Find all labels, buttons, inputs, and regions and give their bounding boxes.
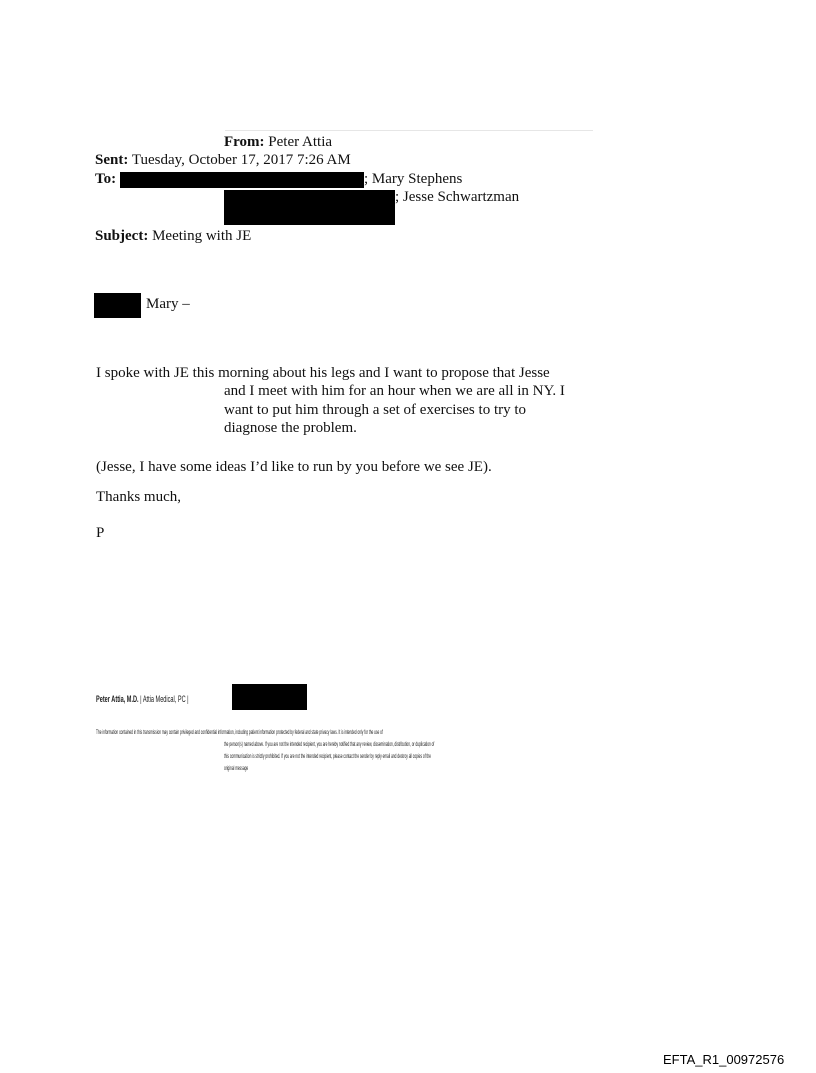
disclaimer-line-2: the person(s) named above. If you are not the intended recipient, you are hereby notified that any review, dissemination, distribution, or duplication of — [224, 741, 435, 748]
signature-org: | Attia Medical, PC | — [138, 694, 189, 704]
paragraph-1-line-2: and I meet with him for an hour when we are all in NY. I — [224, 383, 565, 399]
greeting: Mary – — [146, 296, 190, 312]
paragraph-1-line-1: I spoke with JE this morning about his legs and I want to propose that Jesse — [96, 365, 550, 381]
document-id: EFTA_R1_00972576 — [663, 1052, 785, 1067]
separator-line — [225, 130, 593, 131]
redaction-box — [232, 684, 307, 710]
to-label-line — [95, 170, 116, 188]
redaction-box — [120, 172, 364, 188]
disclaimer-line-3: this communication is strictly prohibited. If you are not the intended recipient, please contact the sender by reply email and destroy all copies of the — [224, 753, 431, 760]
signature-name: Peter Attia, M.D. — [96, 694, 139, 704]
sent-label: Sent: — [95, 152, 129, 168]
from-label: From: — [224, 134, 265, 150]
sent-line — [95, 151, 351, 169]
to-label: To: — [95, 171, 117, 187]
from-value: Peter Attia — [268, 134, 333, 150]
subject-label: Subject: — [95, 228, 149, 244]
subject-line — [95, 227, 251, 245]
sender-initial: P — [96, 525, 105, 541]
redaction-box — [94, 293, 141, 318]
paragraph-2: (Jesse, I have some ideas I’d like to run by you before we see JE). — [96, 459, 492, 475]
paragraph-1-line-4: diagnose the problem. — [224, 420, 357, 436]
signature-line — [96, 694, 189, 704]
subject-value: Meeting with JE — [152, 228, 252, 244]
from-line — [224, 133, 332, 151]
paragraph-1-line-3: want to put him through a set of exercises to try to — [224, 402, 527, 418]
sent-value: Tuesday, October 17, 2017 7:26 AM — [131, 152, 351, 168]
disclaimer-line-4: original message — [224, 765, 249, 772]
to-recipient-2: ; Jesse Schwartzman — [395, 189, 520, 205]
redaction-box — [224, 190, 395, 225]
closing: Thanks much, — [96, 489, 181, 505]
to-recipient-1: ; Mary Stephens — [364, 171, 463, 187]
disclaimer-line-1: The information contained in this transmission may contain privileged and confidential information, including patient information protected by federal and state privacy laws. It is intended only for the use of — [96, 729, 383, 736]
